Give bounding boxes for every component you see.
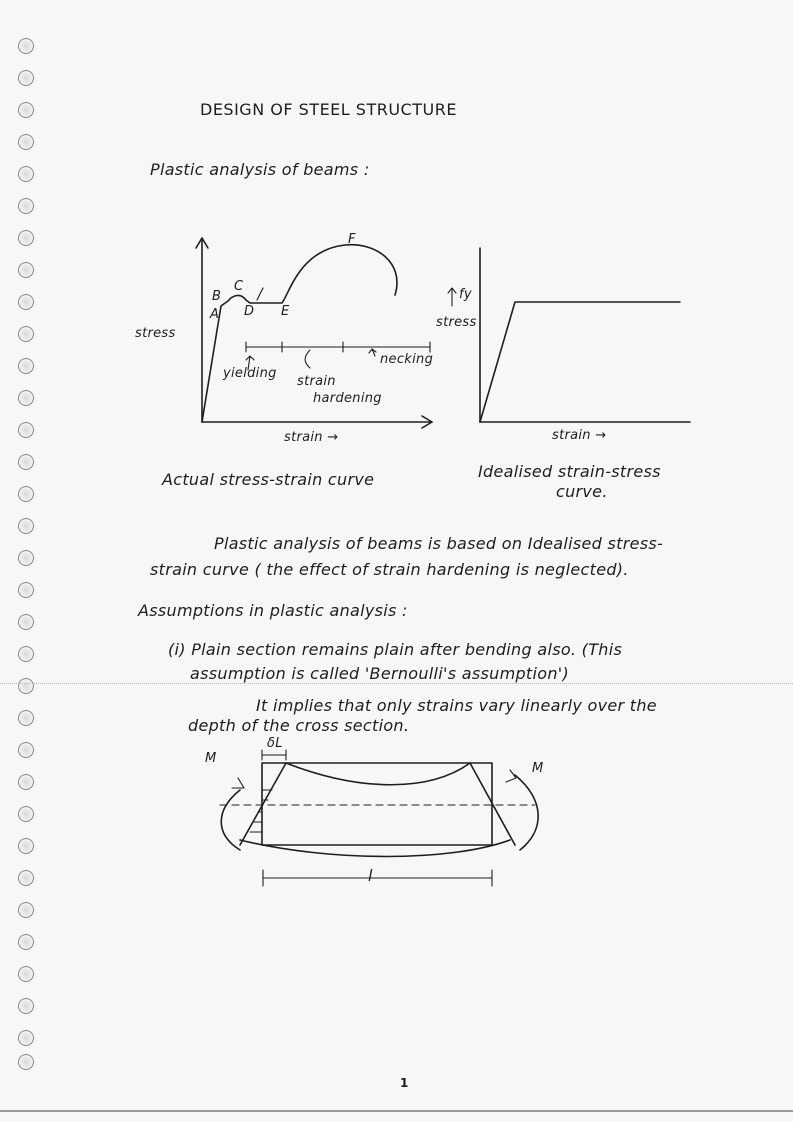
length-label: l xyxy=(368,866,373,885)
ideal-x-axis-label: strain → xyxy=(552,428,607,443)
beam-outline xyxy=(262,763,492,845)
beam-bottom-deflection xyxy=(240,840,510,857)
yield-tick xyxy=(257,288,263,300)
paragraph-line-1: Plastic analysis of beams is based on Idealised stress- xyxy=(214,534,664,553)
assumption-1-line-2: assumption is called 'Bernoulli's assumption') xyxy=(190,664,570,683)
ideal-curve-caption-line1: Idealised strain-stress xyxy=(478,462,661,481)
delta-l-label: δL xyxy=(267,736,283,751)
zone-yielding-label: yielding xyxy=(223,366,277,381)
assumption-1-line-1: (i) Plain section remains plain after bending also. (This xyxy=(168,640,623,659)
ideal-y-axis-label: stress xyxy=(436,315,477,330)
point-label-d: D xyxy=(244,304,255,319)
left-moment-arrowhead xyxy=(232,778,244,788)
page-title: DESIGN OF STEEL STRUCTURE xyxy=(200,100,457,119)
point-label-e: E xyxy=(281,304,290,319)
hardening-pointer xyxy=(305,350,310,368)
point-label-a: A xyxy=(210,307,220,322)
ideal-curve-caption-line2: curve. xyxy=(556,482,608,501)
point-label-c: C xyxy=(234,279,244,294)
point-label-b: B xyxy=(212,289,222,304)
assumptions-heading: Assumptions in plastic analysis : xyxy=(138,601,408,620)
point-label-f: F xyxy=(348,232,356,247)
strain-hatching xyxy=(250,790,272,832)
actual-curve-caption: Actual stress-strain curve xyxy=(162,470,375,489)
page-number: 1 xyxy=(400,1076,409,1090)
paragraph-line-2: strain curve ( the effect of strain hardening is neglected). xyxy=(150,560,629,579)
moment-label-right: M xyxy=(532,761,544,776)
zone-necking-label: necking xyxy=(380,352,434,367)
right-moment-arc xyxy=(515,775,538,850)
zone-strain-label: strain xyxy=(297,374,336,389)
section-heading: Plastic analysis of beams : xyxy=(150,160,370,179)
necking-pointer xyxy=(369,349,376,356)
page-bottom-edge xyxy=(0,1110,793,1112)
left-moment-arc xyxy=(221,790,240,850)
right-moment-arrowhead xyxy=(506,770,516,782)
implies-line-1: It implies that only strains vary linearly over the xyxy=(256,696,657,715)
zone-hardening-label: hardening xyxy=(313,391,382,406)
actual-y-axis-label: stress xyxy=(135,326,176,341)
moment-label-left: M xyxy=(205,751,217,766)
left-strain-line xyxy=(240,763,286,845)
fy-label: fy xyxy=(459,287,472,302)
implies-line-2: depth of the cross section. xyxy=(188,716,410,735)
idealised-stress-strain-diagram xyxy=(448,248,690,422)
ideal-curve-line xyxy=(480,302,680,422)
actual-x-axis-label: strain → xyxy=(284,430,339,445)
beam-bending-figure xyxy=(220,750,538,886)
beam-top-deflection xyxy=(286,763,470,785)
fy-arrow xyxy=(448,288,456,306)
